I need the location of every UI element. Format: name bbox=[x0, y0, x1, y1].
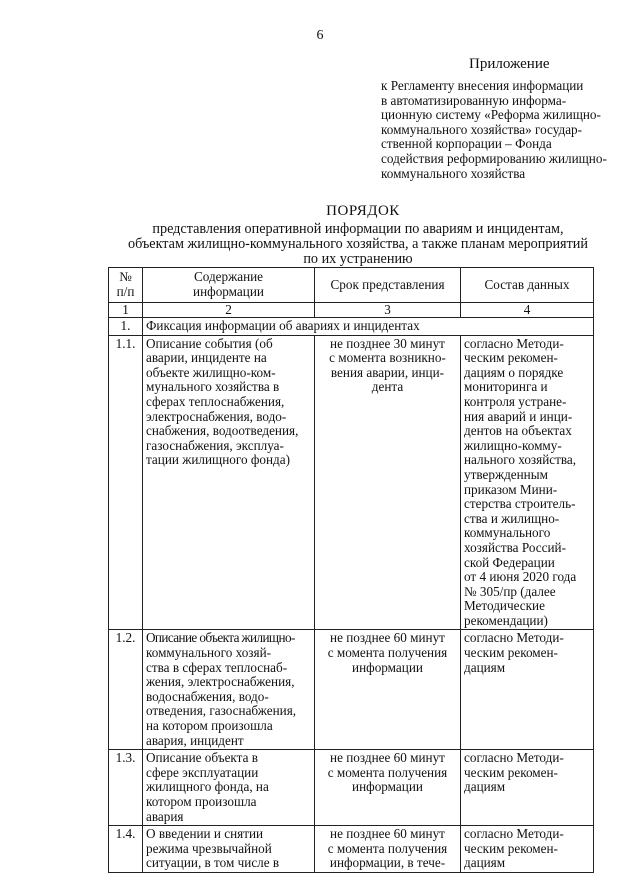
content-line: О введении и снятии bbox=[146, 826, 264, 842]
index-cell: 4 bbox=[461, 303, 594, 318]
data-line: ской Федерации bbox=[464, 554, 555, 570]
data-line: стерства строитель- bbox=[464, 496, 576, 512]
row-data bbox=[461, 826, 594, 873]
subtitle-line: по их устранению bbox=[303, 251, 413, 267]
appendix-reference bbox=[381, 79, 621, 181]
row-deadline bbox=[315, 630, 461, 750]
data-line: согласно Методи- bbox=[464, 335, 564, 351]
content-line: сферах теплоснабжения, bbox=[146, 393, 285, 409]
page-number: 6 bbox=[316, 28, 324, 43]
content-line: Описание объекта жилищно- bbox=[146, 630, 295, 646]
content-line: на котором произошла bbox=[146, 718, 273, 734]
data-line: ческим рекомен- bbox=[464, 645, 558, 661]
content-line: котором произошла bbox=[146, 794, 257, 809]
data-line: № 305/пр (далее bbox=[464, 583, 556, 599]
data-line: согласно Методи- bbox=[464, 750, 564, 766]
data-line: жилищно-комму- bbox=[464, 437, 562, 453]
document-subtitle bbox=[108, 222, 608, 267]
deadline-line: информации bbox=[352, 779, 423, 795]
procedure-table bbox=[108, 267, 594, 873]
content-line: отведения, газоснабжения, bbox=[146, 703, 297, 719]
header-deadline: Срок представления bbox=[315, 268, 461, 303]
content-line: мунального хозяйства в bbox=[146, 379, 280, 395]
row-num: 1.2. bbox=[109, 630, 143, 750]
table-row bbox=[109, 335, 594, 630]
index-cell: 1 bbox=[109, 303, 143, 318]
subtitle-line: представления оперативной информации по авариям и инцидентам, bbox=[152, 221, 564, 237]
row-deadline bbox=[315, 335, 461, 630]
deadline-line: с момента получения bbox=[327, 764, 448, 780]
appendix-line: коммунального хозяйства bbox=[381, 165, 526, 181]
data-line: ства и жилищно- bbox=[464, 510, 560, 526]
row-content bbox=[143, 335, 315, 630]
table-header-row bbox=[109, 268, 594, 303]
row-data bbox=[461, 335, 594, 630]
row-deadline bbox=[315, 750, 461, 826]
row-deadline bbox=[315, 826, 461, 873]
deadline-line: не позднее 30 минут bbox=[330, 335, 445, 351]
data-line: ния аварий и инци- bbox=[464, 408, 573, 424]
data-line: от 4 июня 2020 года bbox=[464, 569, 577, 585]
table-row bbox=[109, 630, 594, 750]
content-line: авария, инцидент bbox=[146, 732, 244, 748]
deadline-line: не позднее 60 минут bbox=[330, 630, 445, 646]
row-content bbox=[143, 630, 315, 750]
data-line: утвержденным bbox=[464, 466, 548, 482]
table-row bbox=[109, 826, 594, 873]
deadline-line: дента bbox=[371, 379, 404, 395]
appendix-line: к Регламенту внесения информации bbox=[381, 78, 584, 93]
data-line: ческим рекомен- bbox=[464, 350, 558, 366]
content-line: газоснабжения, эксплуа- bbox=[146, 437, 284, 453]
data-line: дентов на объектах bbox=[464, 423, 572, 439]
row-data bbox=[461, 630, 594, 750]
index-cell: 2 bbox=[143, 303, 315, 318]
content-line: жения, электроснабжения, bbox=[146, 674, 295, 690]
data-line: приказом Мини- bbox=[464, 481, 558, 497]
header-num-line: № bbox=[119, 269, 132, 285]
content-line: жилищного фонда, на bbox=[146, 779, 269, 795]
row-num: 1.3. bbox=[109, 750, 143, 826]
table-row bbox=[109, 750, 594, 826]
appendix-title: Приложение bbox=[469, 56, 550, 72]
table-section-row bbox=[109, 318, 594, 336]
data-line: мониторинга и bbox=[464, 379, 548, 395]
table-index-row bbox=[109, 303, 594, 318]
row-num: 1.4. bbox=[109, 826, 143, 873]
data-line: согласно Методи- bbox=[464, 826, 564, 842]
data-line: ческим рекомен- bbox=[464, 840, 558, 856]
header-content bbox=[143, 268, 315, 303]
content-line: ства в сферах теплоснаб- bbox=[146, 659, 288, 675]
data-line: контроля устране- bbox=[464, 393, 567, 409]
appendix-line: содействия реформированию жилищно- bbox=[381, 150, 607, 166]
appendix-line: коммунального хозяйства» государ- bbox=[381, 121, 583, 137]
content-line: водоснабжения, водо- bbox=[146, 688, 269, 704]
row-content bbox=[143, 750, 315, 826]
data-line: рекомендации) bbox=[464, 612, 548, 628]
deadline-line: не позднее 60 минут bbox=[330, 750, 445, 766]
deadline-line: с момента получения bbox=[327, 645, 448, 661]
index-cell: 3 bbox=[315, 303, 461, 318]
header-num-line: п/п bbox=[116, 284, 135, 299]
data-line: дациям bbox=[464, 855, 506, 871]
row-content bbox=[143, 826, 315, 873]
content-line: электроснабжения, водо- bbox=[146, 408, 287, 424]
data-line: хозяйства Россий- bbox=[464, 539, 566, 555]
header-data: Состав данных bbox=[461, 268, 594, 303]
data-line: дациям bbox=[464, 659, 506, 675]
deadline-line: вения аварии, инци- bbox=[330, 364, 445, 380]
deadline-line: с момента возникно- bbox=[329, 350, 446, 366]
section-num: 1. bbox=[109, 318, 143, 336]
row-num: 1.1. bbox=[109, 335, 143, 630]
content-line: режима чрезвычайной bbox=[146, 840, 272, 856]
document-title: ПОРЯДОК bbox=[326, 203, 400, 219]
content-line: Описание события (об bbox=[146, 335, 273, 351]
section-text: Фиксация информации об авариях и инцидентах bbox=[143, 318, 594, 336]
content-line: тации жилищного фонда) bbox=[146, 452, 290, 468]
header-content-line: информации bbox=[193, 284, 264, 299]
data-line: нального хозяйства, bbox=[464, 452, 577, 468]
content-line: аварии, инциденте на bbox=[146, 350, 267, 366]
content-line: авария bbox=[146, 808, 184, 824]
content-line: Описание объекта в bbox=[146, 750, 258, 766]
content-line: снабжения, водоотведения, bbox=[146, 423, 299, 439]
deadline-line: информации, в тече- bbox=[329, 855, 446, 871]
data-line: согласно Методи- bbox=[464, 630, 564, 646]
data-line: дациям bbox=[464, 779, 506, 795]
subtitle-line: объектам жилищно-коммунального хозяйства, а также планам мероприятий bbox=[128, 236, 588, 252]
data-line: Методические bbox=[464, 598, 545, 614]
content-line: ситуации, в том числе в bbox=[146, 855, 280, 871]
data-line: коммунального bbox=[464, 525, 551, 541]
header-content-line: Содержание bbox=[193, 269, 264, 285]
data-line: ческим рекомен- bbox=[464, 764, 558, 780]
deadline-line: информации bbox=[352, 659, 423, 675]
content-line: коммунального хозяй- bbox=[146, 645, 272, 661]
header-num bbox=[109, 268, 143, 303]
appendix-line: ственной корпорации – Фонда bbox=[381, 136, 552, 152]
content-line: сфере эксплуатации bbox=[146, 764, 259, 780]
content-line: объекте жилищно-ком- bbox=[146, 364, 276, 380]
appendix-line: в автоматизированную информа- bbox=[381, 92, 567, 108]
row-data bbox=[461, 750, 594, 826]
deadline-line: с момента получения bbox=[327, 840, 448, 856]
data-line: дациям о порядке bbox=[464, 364, 564, 380]
deadline-line: не позднее 60 минут bbox=[330, 826, 445, 842]
appendix-line: ционную систему «Реформа жилищно- bbox=[381, 107, 601, 123]
